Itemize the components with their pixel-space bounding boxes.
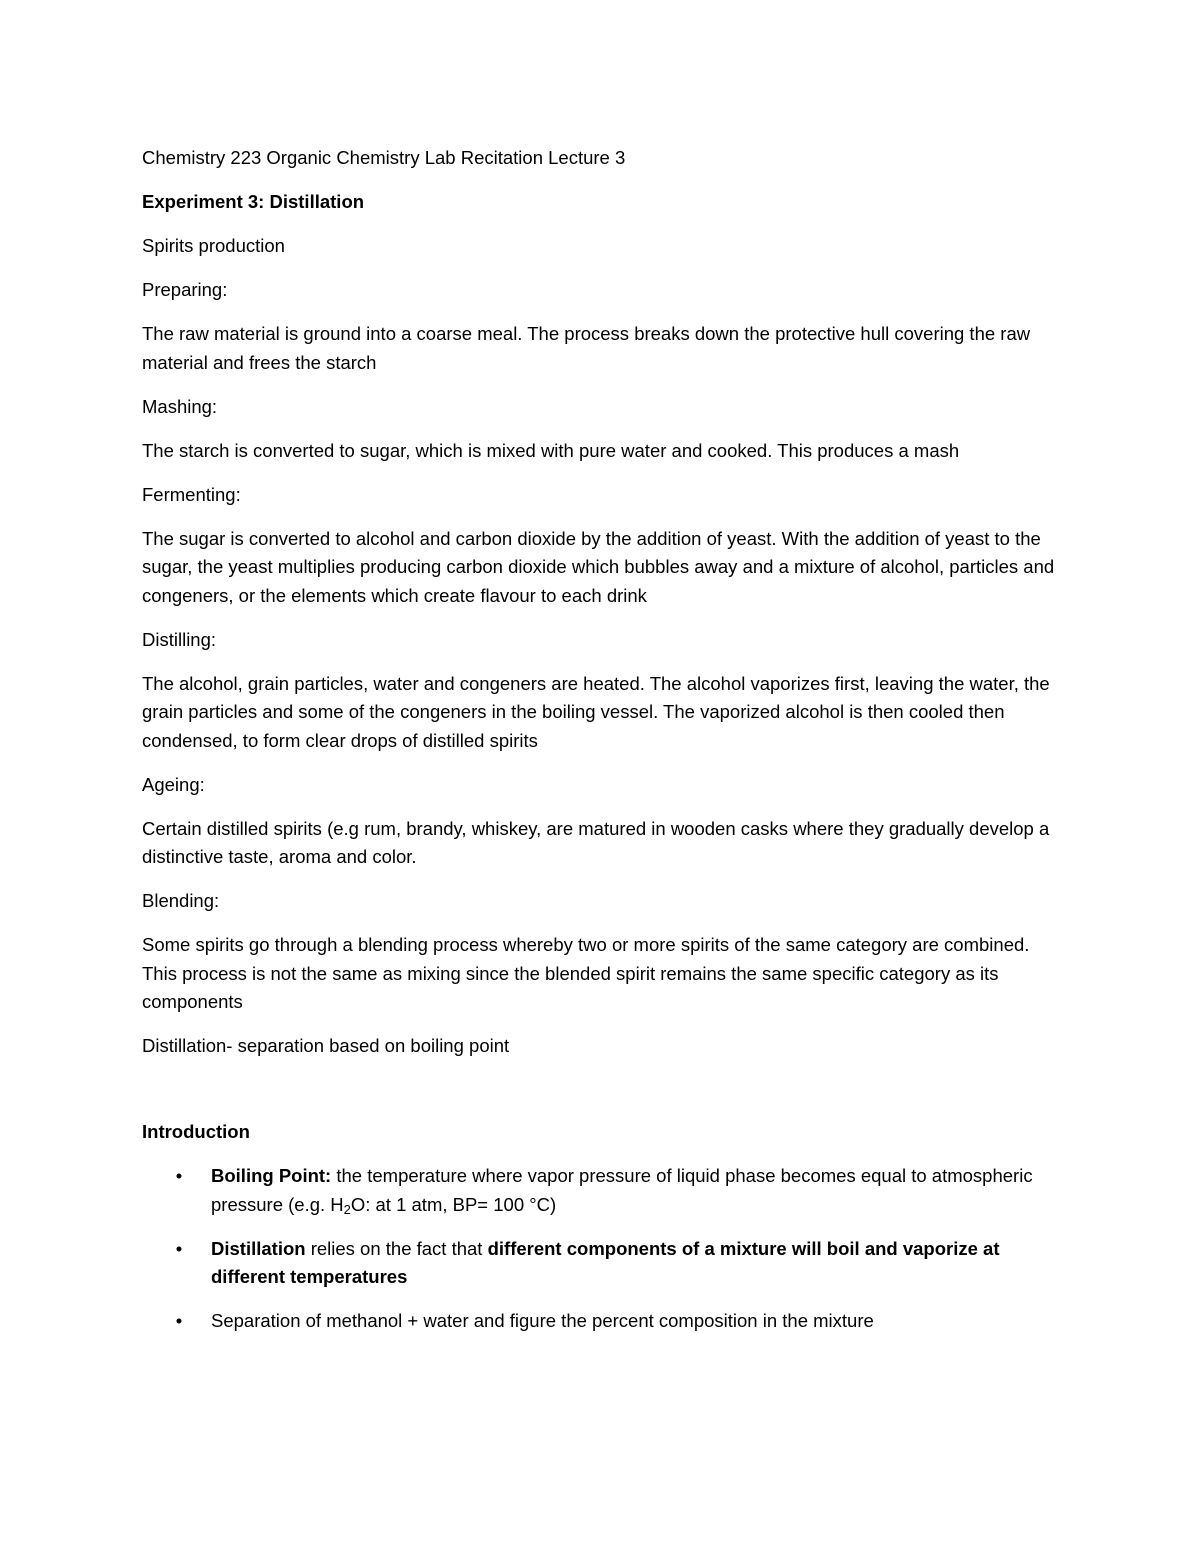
section-label-distilling: Distilling: [142, 628, 217, 650]
bullet-text: the temperature where vapor pressure of liquid phase becomes equal to atmospheric pressure (e.g. H [211, 1165, 1033, 1215]
introduction-bullet-list [142, 1162, 1062, 1336]
bullet-item-boiling-point [142, 1162, 1062, 1219]
document-page [142, 144, 1062, 1351]
experiment-heading: Experiment 3: Distillation [142, 191, 365, 212]
bullet-emphasis: different components of a mixture will boil and vaporize at different temperatures [211, 1237, 1000, 1287]
bullet-item-distillation [142, 1235, 1062, 1292]
section-text-fermenting: The sugar is converted to alcohol and carbon dioxide by the addition of yeast. With the addition of yeast to the sugar, the yeast multiplies producing carbon dioxide which bubbles away and a mixture of alcohol, particles and congeners, or the elements which create flavour to each drink [142, 527, 1055, 606]
bullet-icon: • [175, 1237, 183, 1259]
bullet-icon: • [175, 1165, 183, 1186]
section-text-mashing: The starch is converted to sugar, which is mixed with pure water and cooked. This produces a mash [142, 439, 960, 461]
section-label-mashing: Mashing: [142, 395, 218, 417]
section-text-preparing: The raw material is ground into a coarse meal. The process breaks down the protective hull covering the raw material and frees the starch [142, 323, 1031, 373]
bullet-icon: • [175, 1310, 183, 1331]
document-title: Chemistry 223 Organic Chemistry Lab Recitation Lecture 3 [142, 147, 626, 168]
bullet-text: Separation of methanol + water and figure the percent composition in the mixture [211, 1310, 874, 1331]
section-text-distilling: The alcohol, grain particles, water and congeners are heated. The alcohol vaporizes first, leaving the water, the grain particles and some of the congeners in the boiling vessel. The vaporized alcohol is then cooled then condensed, to form clear drops of distilled spirits [142, 672, 1050, 751]
subscript: 2 [343, 1201, 351, 1217]
section-text-ageing: Certain distilled spirits (e.g rum, brandy, whiskey, are matured in wooden casks where they gradually develop a distinctive taste, aroma and color. [142, 817, 1050, 867]
introduction-heading: Introduction [142, 1121, 250, 1142]
spacer [142, 1076, 1062, 1118]
section-label-fermenting: Fermenting: [142, 483, 241, 505]
section-text-blending: Some spirits go through a blending process whereby two or more spirits of the same category are combined. This process is not the same as mixing since the blended spirit remains the same specific category as its components [142, 934, 1030, 1012]
section-label-preparing: Preparing: [142, 279, 228, 300]
bullet-text: O: at 1 atm, BP= 100 °C) [350, 1193, 557, 1215]
bullet-item-separation [142, 1307, 1062, 1336]
subheading: Spirits production [142, 235, 285, 256]
bullet-term: Boiling Point: [211, 1165, 332, 1186]
bullet-term: Distillation [211, 1237, 306, 1259]
section-label-ageing: Ageing: [142, 773, 205, 795]
section-label-blending: Blending: [142, 890, 220, 911]
distillation-note: Distillation- separation based on boiling point [142, 1035, 510, 1056]
bullet-text: relies on the fact that [305, 1237, 488, 1259]
